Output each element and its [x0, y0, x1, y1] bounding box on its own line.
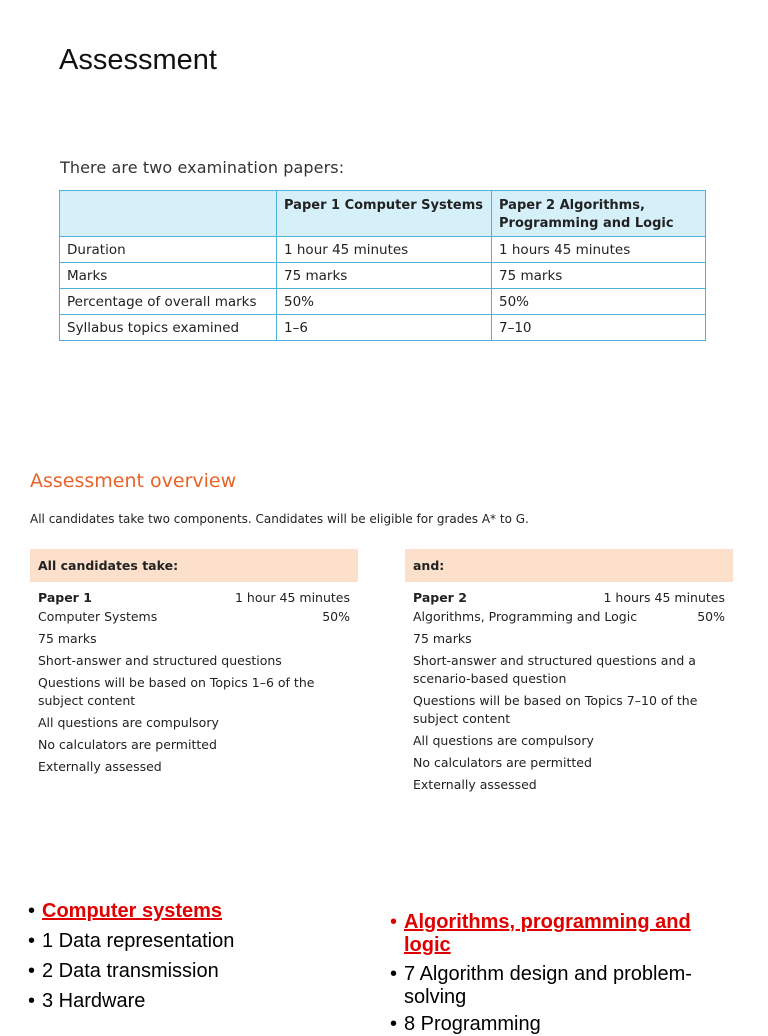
table-header-cell: [60, 191, 277, 237]
list-item: 2 Data transmission: [42, 960, 219, 982]
exam-papers-table: [59, 190, 706, 341]
list-item: 1 Data representation: [42, 930, 235, 952]
list-item: No calculators are permitted: [38, 737, 217, 752]
table-cell: Marks: [60, 263, 277, 289]
paper1-box: [30, 549, 358, 776]
paper1-name: Computer Systems: [38, 609, 158, 624]
list-item: 75 marks: [413, 631, 472, 646]
table-row: [60, 315, 706, 341]
list-item: No calculators are permitted: [413, 755, 592, 770]
table-cell: 7–10: [492, 315, 706, 341]
list-item: 75 marks: [38, 631, 97, 646]
table-cell: 1 hour 45 minutes: [277, 237, 492, 263]
table-cell: 50%: [277, 289, 492, 315]
paper1-box-head: All candidates take:: [30, 549, 358, 582]
list-item: 3 Hardware: [42, 990, 146, 1012]
paper2-name: Algorithms, Programming and Logic: [413, 609, 638, 624]
table-cell: 75 marks: [492, 263, 706, 289]
bullets-right-heading: Algorithms, programming and logic: [404, 911, 691, 956]
overview-title: Assessment overview: [30, 470, 237, 492]
list-item: All questions are compulsory: [38, 715, 219, 730]
bullet-icon: •: [28, 990, 36, 1012]
table-cell: 1 hours 45 minutes: [492, 237, 706, 263]
bullet-icon: •: [28, 930, 36, 952]
table-row: [60, 237, 706, 263]
table-header-row: [60, 191, 706, 237]
list-item: Externally assessed: [413, 777, 537, 792]
list-item: All questions are compulsory: [413, 733, 594, 748]
paper1-label: Paper 1: [38, 590, 92, 605]
list-item: Externally assessed: [38, 759, 162, 774]
table-cell: Syllabus topics examined: [60, 315, 277, 341]
bullet-icon: •: [390, 1013, 398, 1035]
paper2-box-head: and:: [405, 549, 733, 582]
list-item: 7 Algorithm design and problem-solving: [404, 963, 692, 1008]
table-cell: 50%: [492, 289, 706, 315]
bullet-icon: •: [390, 911, 398, 933]
list-item: Questions will be based on Topics 1–6 of the subject content: [38, 675, 315, 708]
bullets-left-heading: Computer systems: [42, 900, 223, 922]
table-header-cell: Paper 2 Algorithms, Programming and Logic: [492, 191, 706, 237]
table-cell: Percentage of overall marks: [60, 289, 277, 315]
intro-text: There are two examination papers:: [60, 158, 345, 177]
paper2-time: 1 hours 45 minutes: [603, 590, 725, 605]
list-item: Questions will be based on Topics 7–10 of the subject content: [413, 693, 698, 726]
paper1-time: 1 hour 45 minutes: [234, 590, 350, 605]
paper2-pct: 50%: [697, 609, 725, 624]
page-title: Assessment: [59, 44, 217, 76]
paper1-pct: 50%: [322, 609, 350, 624]
bullet-icon: •: [28, 960, 36, 982]
list-item: Short-answer and structured questions: [38, 653, 282, 668]
list-item: 8 Programming: [404, 1013, 541, 1035]
paper2-box: [405, 549, 733, 794]
bullet-icon: •: [390, 963, 398, 985]
bullet-icon: •: [28, 900, 36, 922]
table-cell: Duration: [60, 237, 277, 263]
list-item: Short-answer and structured questions and a scenario-based question: [413, 653, 696, 686]
table-row: [60, 263, 706, 289]
table-header-cell: Paper 1 Computer Systems: [277, 191, 492, 237]
bullets-left: [28, 896, 234, 1016]
bullets-right: [390, 911, 720, 1036]
table-cell: 1–6: [277, 315, 492, 341]
table-row: [60, 289, 706, 315]
paper2-label: Paper 2: [413, 590, 467, 605]
table-cell: 75 marks: [277, 263, 492, 289]
overview-subtitle: All candidates take two components. Candidates will be eligible for grades A* to G.: [30, 512, 529, 526]
